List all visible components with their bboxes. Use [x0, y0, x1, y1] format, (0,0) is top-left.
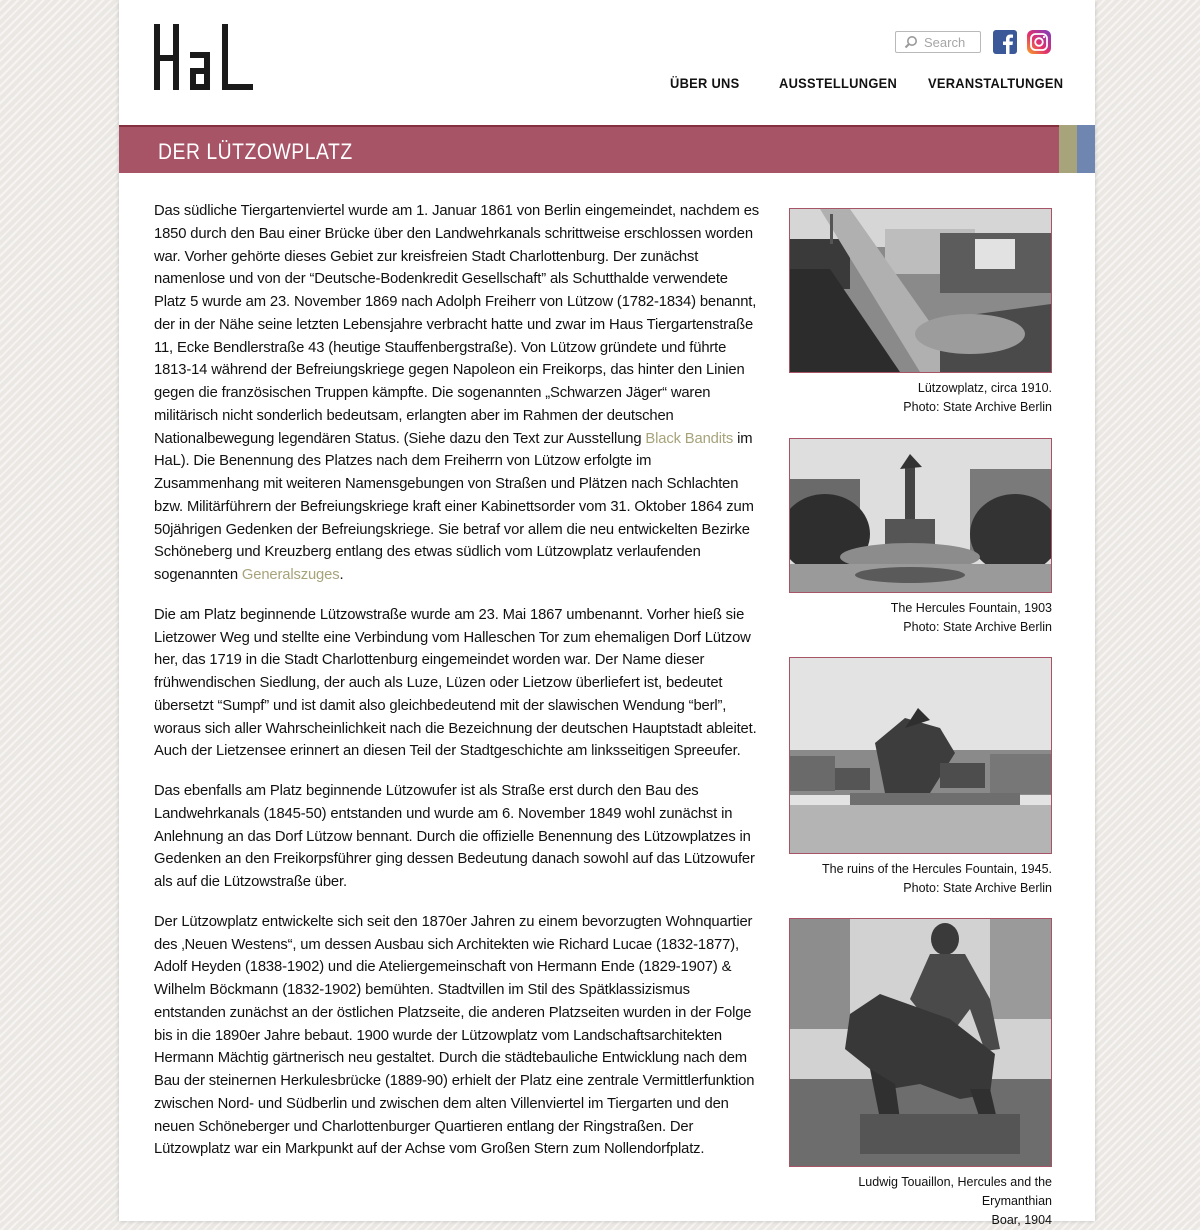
paragraph-3: Das ebenfalls am Platz beginnende Lützowufer ist als Straße erst durch den Bau des Landwehrkanals (1845-50) entstanden und wurde am 6. November 1849 wohl zunächst in Anlehnung an das Dorf Lützow bennant. Durch die offizielle Benennung des Lützowplatzes in Gedenken an den Freikorpsführer ging dessen Bedeutung danach sowohl auf das Lützowufer als auf die Lützowstraße über. — [154, 783, 755, 890]
search-input[interactable] — [895, 31, 981, 53]
nav-item-ausstellungen[interactable]: AUSSTELLUNGEN — [779, 75, 898, 91]
caption-4-line-2: Boar, 1904 — [991, 1213, 1052, 1227]
figure-hercules-fountain-1903 — [789, 438, 1052, 637]
main-nav — [119, 75, 1095, 95]
caption-4-line-1: Ludwig Touaillon, Hercules and the Erymanthian — [858, 1175, 1052, 1208]
caption-3-line-2: Photo: State Archive Berlin — [903, 881, 1052, 895]
caption-1-line-1: Lützowplatz, circa 1910. — [917, 381, 1052, 395]
banner-stripe-blue — [1077, 125, 1095, 173]
search-placeholder: Search — [924, 34, 966, 50]
paragraph-1-text-c: . — [339, 567, 344, 583]
nav-item-veranstaltungen[interactable]: VERANSTALTUNGEN — [928, 75, 1064, 91]
page-banner — [119, 125, 1095, 173]
paragraph-1-text-a: Das südliche Tiergartenviertel wurde am 1. Januar 1861 von Berlin eingemeindet, nachdem es 1850 durch den Bau einer Brücke über den Landwehrkanals schrittweise erschlossen worden war. Vorher gehörte dieses Gebiet zur kreisfreien Stadt Charlottenburg. Der zunächst namenlose und von der “Deutsche-Bodenkredit Gesellschaft” als Schutthalde verwendete Platz 5 wurde am 23. November 1869 nach Adolph Freiherr von Lützow (1782-1834) benannt, der in der Nähe seine letzten Lebensjahre verbracht hatte und zwar im Haus Tiergartenstraße 11, Ecke Bendlerstraße 43 (heutige Stauffenbergstraße). Von Lützow gründete und führte 1813-14 während der Befreiungskriege gegen Napoleon ein Freikorps, das hinter den Linien gegen die französischen Truppen kämpfte. Die sogenannten „Schwarzen Jäger“ waren militärisch nicht sonderlich bedeutsam, erlangten aber im Rahmen der deutschen Nationalbewegung legendären Status. (Siehe dazu den Text zur Ausstellung — [154, 203, 760, 447]
generalszuges-link[interactable]: Generalszuges — [241, 567, 340, 583]
page — [119, 0, 1095, 1227]
search-icon — [904, 35, 918, 49]
caption-2-line-1: The Hercules Fountain, 1903 — [890, 601, 1052, 615]
nav-item-ueber-uns[interactable]: ÜBER UNS — [670, 75, 740, 91]
paragraph-1 — [154, 200, 760, 587]
article-body — [154, 200, 760, 1178]
facebook-icon[interactable] — [993, 30, 1017, 54]
black-bandits-link[interactable]: Black Bandits — [645, 430, 734, 447]
banner-stripe-olive — [1059, 125, 1077, 173]
paragraph-4: Der Lützowplatz entwickelte sich seit den 1870er Jahren zu einem bevorzugten Wohnquartier des ‚Neuen Westens“, um dessen Ausbau sich Architekten wie Richard Lucae (1832-1877), Adolf Heyden (1838-1902) und die Ateliergemeinschaft von Hermann Ende (1829-1907) & Wilhelm Böckmann (1832-1902) bemühten. Stadtvillen im Stil des Spätklassizismus entstanden zunächst an der östlichen Platzseite, die anderen Platzseiten wurden in der Folge bis in die 1890er Jahre bebaut. 1900 wurde der Lützowplatz vom Landschaftsarchitekten Hermann Mächtig gärtnerisch neu gestaltet. Durch die städtebauliche Entwicklung nach dem Bau der steinernen Herkulesbrücke (1889-90) erhielt der Platz eine zentrale Vermittlerfunktion zwischen Nord- und Südberlin und zwischen dem alten Villenviertel im Tiergarten und den neuen Schöneberger und Charlottenburger Quartieren entlang der Ringstraßen. Der Lützowplatz war ein Markpunkt auf der Achse vom Großen Stern zum Nollendorfplatz. — [154, 913, 755, 1158]
photo-hercules-ruins-1945[interactable] — [789, 657, 1052, 854]
figure-hercules-ruins-1945 — [789, 657, 1052, 898]
caption-3-line-1: The ruins of the Hercules Fountain, 1945. — [822, 862, 1052, 876]
photo-hercules-erymanthian-boar[interactable] — [789, 918, 1052, 1167]
caption-2-line-2: Photo: State Archive Berlin — [903, 620, 1052, 634]
photo-hercules-fountain-1903[interactable] — [789, 438, 1052, 593]
figure-luetzowplatz-1910 — [789, 208, 1052, 417]
paragraph-1-text-b: im HaL). Die Benennung des Platzes nach dem Freiherrn von Lützow erfolgte im Zusammenhang mit weiteren Namensgebungen von Straßen und Plätzen nach Schlachten bzw. Militärführern der Befreiungskriege kraft einer Kabinettsorder vom 31. Oktober 1864 zum 50jährigen Gedenken der Befreiungskriege. Sie betraf vor allem die neu entwickelten Bezirke Schöneberg und Kreuzberg entlang des etwas südlich vom Lützowplatz verlaufenden sogenannten — [154, 430, 754, 583]
instagram-icon[interactable] — [1027, 30, 1051, 54]
figure-hercules-erymanthian-boar — [789, 918, 1052, 1230]
page-title: DER LÜTZOWPLATZ — [158, 139, 353, 164]
caption-1-line-2: Photo: State Archive Berlin — [903, 400, 1052, 414]
photo-luetzowplatz-1910[interactable] — [789, 208, 1052, 373]
paragraph-2: Die am Platz beginnende Lützowstraße wurde am 23. Mai 1867 umbenannt. Vorher hieß sie Lietzower Weg und stellte eine Verbindung vom Halleschen Tor zum ehemaligen Dorf Lützow her, das 1719 in die Stadt Charlottenburg eingemeindet worden war. Der Name dieser frühwendischen Siedlung, der auch als Luze, Lüzen oder Lietzow überliefert ist, bedeutet übersetzt “Sumpf” und ist damit also gleichbedeutend mit der slawischen Wendung “berl”, woraus sich aller Wahrscheinlichkeit nach die Bezeichnung der deutschen Hauptstadt ableitet. Auch der Lietzensee erinnert an diesen Teil der Stadtgeschichte am linksseitigen Spreeufer. — [154, 606, 757, 760]
